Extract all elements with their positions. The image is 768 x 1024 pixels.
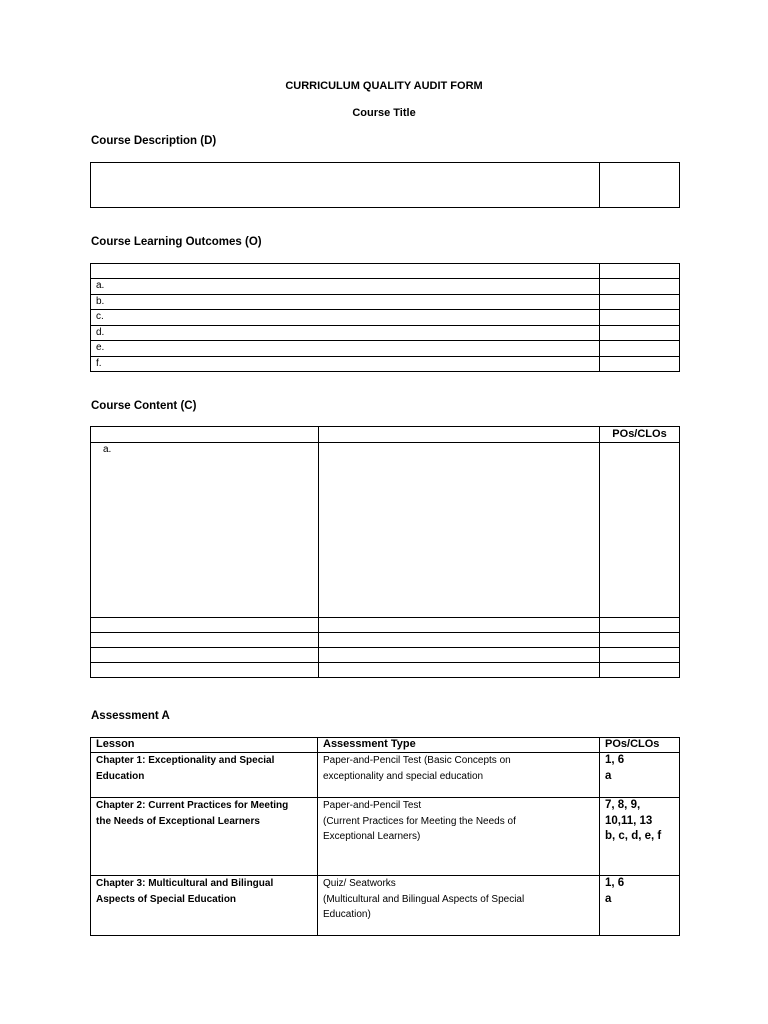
content-pos-cell[interactable] [600,632,680,647]
course-content-table [90,426,680,678]
assessment-type-line: Exceptional Learners) [323,831,421,842]
assessment-type-cell [318,876,600,936]
outcome-label: d. [91,325,600,341]
outcome-pos-cell[interactable] [600,356,680,372]
assessment-type-cell [318,753,600,798]
outcome-row [91,310,680,326]
content-cell[interactable] [319,647,600,662]
pos-clos-line: 1, 6 [605,754,625,766]
lesson-line: Chapter 1: Exceptionality and Special [96,755,275,766]
assessment-type-line: (Multicultural and Bilingual Aspects of Special [323,893,525,905]
lesson-cell [91,876,318,936]
course-description-cell[interactable] [91,163,600,208]
course-content-label: Course Content (C) [91,400,197,412]
content-cell[interactable] [91,662,319,677]
outcome-label: c. [91,310,600,326]
outcomes-header-pos-cell [600,264,680,279]
content-pos-cell[interactable] [600,442,680,617]
lesson-cell [91,753,318,798]
content-header-cell [319,427,600,443]
content-cell[interactable] [319,662,600,677]
assessment-type-cell [318,798,600,876]
outcome-row [91,356,680,372]
course-description-table [90,162,680,208]
outcome-pos-cell[interactable] [600,279,680,295]
pos-clos-cell [600,876,680,936]
form-title: CURRICULUM QUALITY AUDIT FORM [285,80,483,92]
outcome-row [91,279,680,295]
pos-clos-cell [600,798,680,876]
assessment-header-row [91,738,680,753]
assessment-label: Assessment A [91,710,170,722]
lesson-line: Aspects of Special Education [96,893,237,905]
outcome-row [91,341,680,357]
assessment-row [91,876,680,936]
pos-clos-cell [600,753,680,798]
outcome-label: e. [91,341,600,357]
assessment-type-line: Quiz/ Seatworks [323,878,396,889]
pos-clos-line: b, c, d, e, f [605,830,662,842]
content-item-a: a. [91,442,319,617]
content-row [91,617,680,632]
content-detail-cell[interactable] [319,442,600,617]
outcome-row [91,294,680,310]
content-row [91,632,680,647]
content-row [91,647,680,662]
outcome-row [91,325,680,341]
outcome-pos-cell[interactable] [600,294,680,310]
pos-clos-header: POs/CLOs [600,738,680,753]
pos-clos-line: 10,11, 13 [605,814,653,827]
content-cell[interactable] [91,632,319,647]
lesson-header: Lesson [91,738,318,753]
content-header-cell [91,427,319,443]
pos-clos-line: 1, 6 [605,877,625,889]
content-pos-header: POs/CLOs [600,427,680,443]
lesson-line: Chapter 2: Current Practices for Meeting [96,800,289,811]
outcome-pos-cell[interactable] [600,341,680,357]
content-pos-cell[interactable] [600,617,680,632]
lesson-line: Education [96,770,145,782]
content-cell[interactable] [319,617,600,632]
content-cell[interactable] [319,632,600,647]
lesson-line: the Needs of Exceptional Learners [96,815,260,827]
course-description-label: Course Description (D) [91,135,217,147]
assessment-type-line: Education) [323,909,371,920]
lesson-cell [91,798,318,876]
lesson-line: Chapter 3: Multicultural and Bilingual [96,878,274,889]
assessment-type-line: (Current Practices for Meeting the Needs of [323,815,516,827]
outcome-label: b. [91,294,600,310]
outcome-label: a. [91,279,600,295]
assessment-type-line: exceptionality and special education [323,770,484,782]
content-cell[interactable] [91,617,319,632]
learning-outcomes-table [90,263,680,372]
outcomes-header-cell [91,264,600,279]
assessment-row [91,798,680,876]
outcome-pos-cell[interactable] [600,325,680,341]
content-pos-cell[interactable] [600,647,680,662]
pos-clos-line: a [605,769,612,782]
course-description-pos-cell[interactable] [600,163,680,208]
assessment-type-line: Paper-and-Pencil Test (Basic Concepts on [323,755,511,766]
content-cell[interactable] [91,647,319,662]
assessment-table [90,737,680,936]
content-pos-cell[interactable] [600,662,680,677]
assessment-type-line: Paper-and-Pencil Test [323,800,422,811]
assessment-row [91,753,680,798]
outcome-label: f. [91,356,600,372]
pos-clos-line: a [605,892,612,905]
assessment-type-header: Assessment Type [318,738,600,753]
pos-clos-line: 7, 8, 9, [605,799,641,811]
learning-outcomes-label: Course Learning Outcomes (O) [91,236,262,248]
course-title: Course Title [352,107,416,119]
content-row [91,662,680,677]
outcome-pos-cell[interactable] [600,310,680,326]
